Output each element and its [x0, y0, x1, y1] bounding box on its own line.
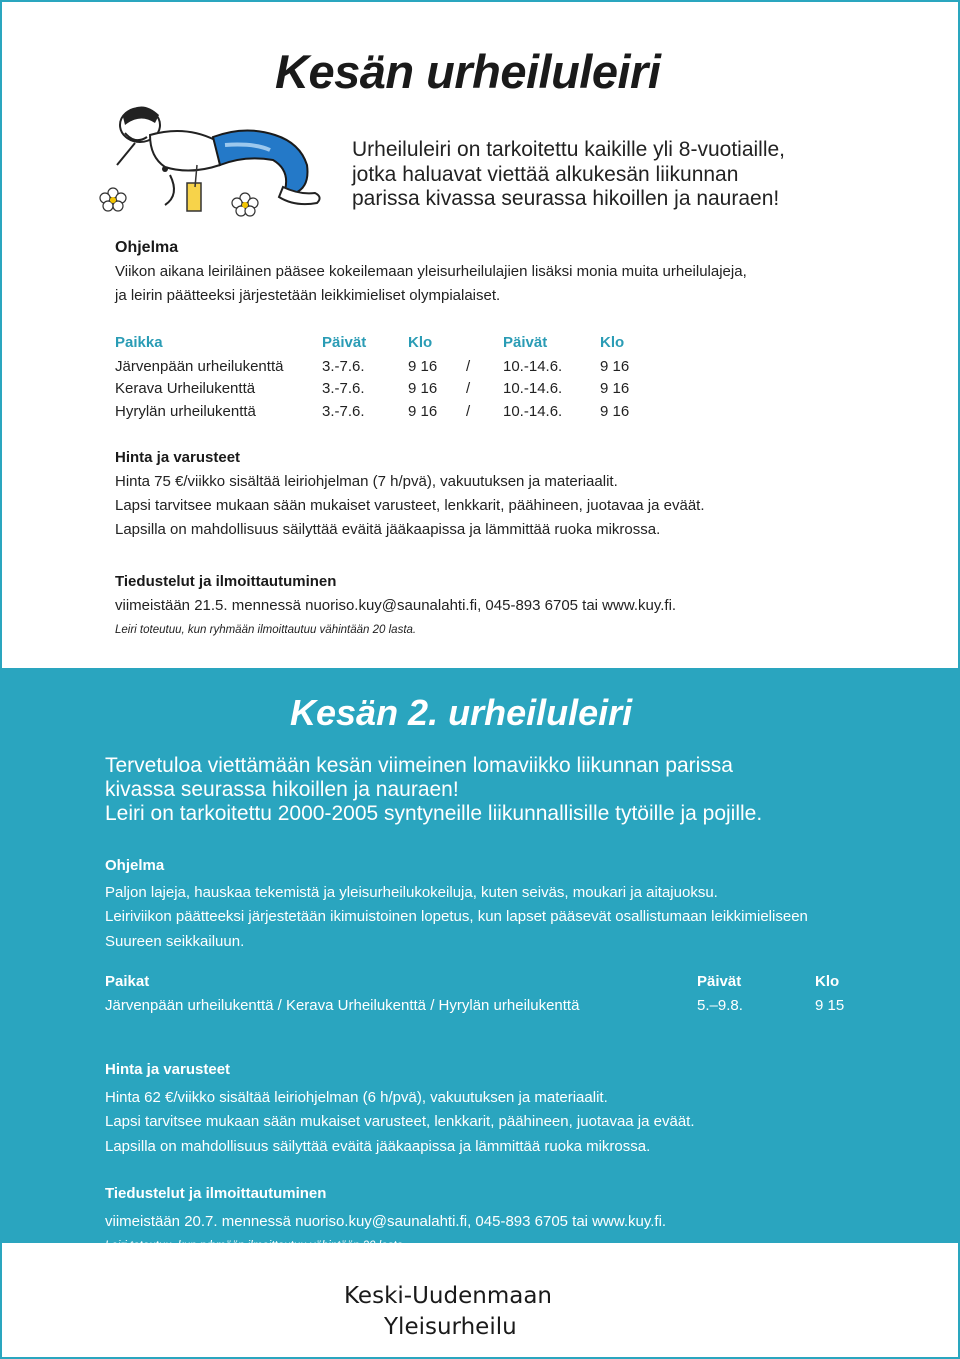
camp1-title: Kesän urheiluleiri: [275, 45, 661, 98]
camp2-title: Kesän 2. urheiluleiri: [290, 692, 633, 733]
camp2-price-heading: Hinta ja varusteet: [105, 1061, 231, 1078]
camp1-price-heading: Hinta ja varusteet: [115, 449, 241, 466]
table-row: Hyrylän urheilukenttä 3.-7.6. 9 16 / 10.-14.6. 9 16: [115, 402, 630, 420]
schedule-header-row: Paikka Päivät Klo Päivät Klo: [115, 334, 625, 351]
camp2-program-heading: Ohjelma: [105, 857, 165, 874]
flower-icon: [100, 188, 126, 211]
organization-logo: Keski-Uudenmaan Yleisurheilu: [344, 1283, 552, 1340]
camp1-contact: [115, 570, 895, 642]
camp1-price: Hinta ja varusteet Hinta 75 €/viikko sisältää leiriohjelman (7 h/pvä), vakuutuksen ja materiaalit. Lapsi tarvitsee mukaan sään mukaiset varusteet, lenkkarit, päähineen, juotavaa ja eväät. Lapsilla on mahdollisuus säilyttää eväitä jääkaapissa ja lämmittää ruoka mikrossa.: [115, 446, 895, 542]
juice-glass-icon: [187, 165, 201, 211]
camp2-contact-line: viimeistään 20.7. mennessä nuoriso.kuy@saunalahti.fi, 045-893 6705 tai www.kuy.fi.: [105, 1212, 667, 1230]
camp1-program: Ohjelma Viikon aikana leiriläinen pääsee kokeilemaan yleisurheilulajien lisäksi monia muita urheilulajeja, ja leirin päätteeksi järjestetään leikkimieliset olympialaiset.: [115, 236, 895, 308]
camp1-contact-line: viimeistään 21.5. mennessä nuoriso.kuy@saunalahti.fi, 045-893 6705 tai www.kuy.fi.: [115, 597, 677, 614]
camp2-price: Hinta ja varusteet Hinta 62 €/viikko sisältää leiriohjelman (6 h/pvä), vakuutuksen ja materiaalit. Lapsi tarvitsee mukaan sään mukaiset varusteet, lenkkarit, päähineen, juotavaa ja eväät. Lapsilla on mahdollisuus säilyttää eväitä jääkaapissa ja lämmittää ruoka mikrossa.: [105, 1058, 905, 1159]
camp1-program-heading: Ohjelma: [115, 239, 179, 256]
camp2-note: Leiri toteutuu, kun ryhmään ilmoittautuu vähintään 20 lasta.: [105, 1240, 407, 1252]
resting-runner-illustration: [95, 95, 340, 220]
camp1-contact-heading: Tiedustelut ja ilmoittautuminen: [115, 573, 337, 590]
flower-icon: [232, 193, 258, 216]
camp2-program: Ohjelma Paljon lajeja, hauskaa tekemistä ja yleisurheilukokeiluja, kuten seiväs, moukari ja aitajuoksu. Leiriviikon päätteeksi järjestetään ikimuistoinen lopetus, kun lapset pääsevät osallistumaan leikkimieliseen Suureen seikkailuun.: [105, 854, 905, 954]
camp2-lead: Tervetuloa viettämään kesän viimeinen lomaviikko liikunnan parissa kivassa seurassa hikoillen ja nauraen! Leiri on tarkoitettu 2000-2005 syntyneille liikunnallisille tytöille ja pojille.: [105, 754, 763, 825]
table-row: Järvenpään urheilukenttä 3.-7.6. 9 16 / 10.-14.6. 9 16: [115, 357, 630, 375]
camp1-intro: Urheiluleiri on tarkoitettu kaikille yli 8-vuotiaille, jotka haluavat viettää alkukesän liikunnan parissa kivassa seurassa hikoillen ja nauraen!: [352, 138, 786, 210]
table-row: Kerava Urheilukenttä 3.-7.6. 9 16 / 10.-14.6. 9 16: [115, 380, 630, 398]
camp2-contact-heading: Tiedustelut ja ilmoittautuminen: [105, 1185, 327, 1202]
camp1-schedule-table: [115, 330, 660, 423]
camp2-contact: [105, 1182, 905, 1259]
camp2-panel: Kesän 2. urheiluleiri Tervetuloa viettämään kesän viimeinen lomaviikko liikunnan parissa kivassa seurassa hikoillen ja nauraen! Leiri on tarkoitettu 2000-2005 syntyneille liikunnallisille tytöille ja pojille. Ohjelma Paljon lajeja, hauskaa tekemistä ja yleisurheilukokeiluja, kuten seiväs, moukari ja aitajuoksu. Leiriviikon päätteeksi järjestetään ikimuistoinen lopetus, kun lapset pääsevät osallistumaan leikkimieliseen Suureen seikkailuun. Paikat Päivät Klo Järvenpään urheilukenttä / Kerava Urheilukenttä / Hyrylän urheilukenttä 5.–9.8. 9 15 Hinta ja varusteet Hinta 62 €/viikko sisältää leiriohjelman (6 h/pvä), vakuutuksen ja materiaalit. Lapsi tarvitsee mukaan sään mukaiset varusteet, lenkkarit, päähineen, juotavaa ja eväät. Lapsilla on mahdollisuus säilyttää eväitä jääkaapissa ja lämmittää ruoka mikrossa. Tiedustelut ja ilmoittautuminen viimeistään 20.7. mennessä nuoriso.kuy@saunalahti.fi, 045-893 6705 tai www.kuy.fi. Leiri toteutuu, kun ryhmään ilmoittautuu vähintään 20 lasta.: [0, 668, 960, 1243]
camp1-note: Leiri toteutuu, kun ryhmään ilmoittautuu vähintään 20 lasta.: [115, 624, 417, 636]
